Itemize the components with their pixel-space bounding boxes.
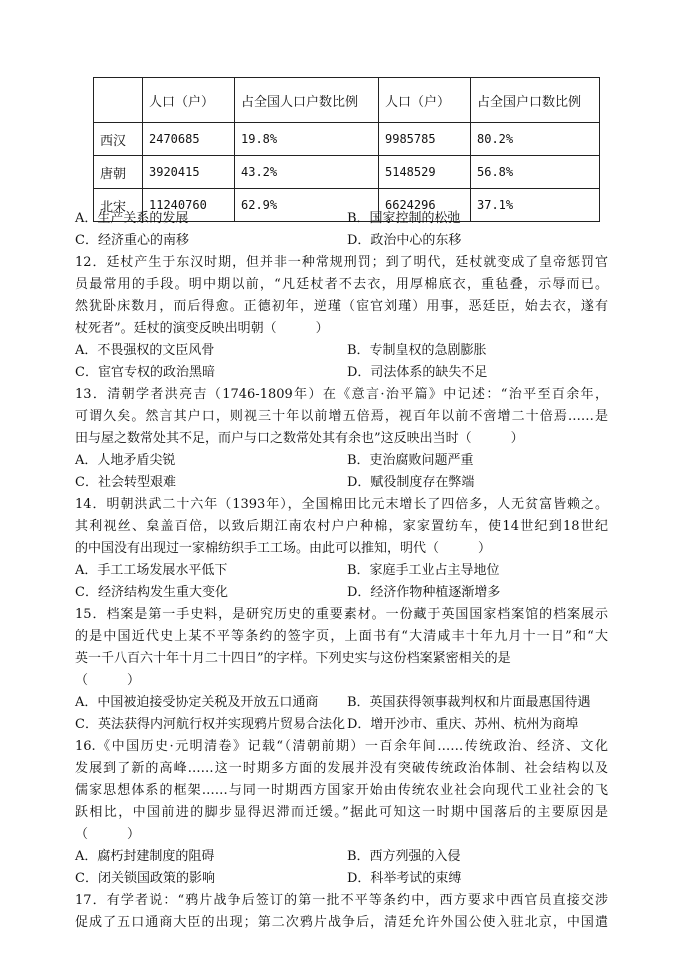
q14-option-c: C．经济结构发生重大变化 xyxy=(75,585,228,600)
table-header-row xyxy=(94,78,600,123)
table-header-cell: 占全国户口数比例 xyxy=(471,78,600,123)
q12-option-d: D．司法体系的缺失不足 xyxy=(347,365,488,380)
q14-option-d: D．经济作物种植逐渐增多 xyxy=(347,585,501,600)
q14-stem-line: 的中国没有出现过一家棉纺织手工工场。由此可以推知，明代（ ） xyxy=(75,541,492,556)
q12-stem-line: 然犹卧床数月，而后得愈。正德初年，逆瑾（宦官刘瑾）用事，恶廷臣，始去衣，遂有 xyxy=(75,299,608,314)
q16-stem-line: 发展到了新的高峰……这一时期多方面的发展并没有突破传统政治体制、社会结构以及 xyxy=(75,761,608,776)
q16-option-d: D．科举考试的束缚 xyxy=(347,871,462,886)
q14-stem-line: 其利视丝、枲盖百倍，以致后期江南农村户户种棉，家家置纺车，使14世纪到18世纪 xyxy=(75,519,608,534)
table-cell: 5148529 xyxy=(379,156,471,189)
q16-stem-line: 跃相比，中国前进的脚步显得迟滞而迁缓。”据此可知这一时期中国落后的主要原因是 xyxy=(75,805,608,820)
table-cell: 北宋 xyxy=(94,189,143,222)
q11-option-a: A．生产关系的发展 xyxy=(75,211,189,226)
q11-option-c: C．经济重心的南移 xyxy=(75,233,189,248)
table-cell: 80.2% xyxy=(471,123,600,156)
table-cell: 唐朝 xyxy=(94,156,143,189)
q15-option-a: A．中国被迫接受协定关税及开放五口通商 xyxy=(75,695,319,710)
q16-option-c: C．闭关锁国政策的影响 xyxy=(75,871,215,886)
population-table xyxy=(93,77,600,222)
table-cell: 56.8% xyxy=(471,156,600,189)
q13-stem-line: 田与屋之数常处其不足，而户与口之数常处其有余也”这反映出当时（ ） xyxy=(75,431,524,446)
table-cell: 3920415 xyxy=(143,156,235,189)
q12-option-a: A．不畏强权的文臣风骨 xyxy=(75,343,215,358)
q14-stem-line: 14．明朝洪武二十六年（1393年），全国棉田比元末增长了四倍多，人无贫富皆赖之。 xyxy=(75,497,608,512)
q15-option-c: C．英法获得内河航行权并实现鸦片贸易合法化 xyxy=(75,717,345,732)
table-cell: 西汉 xyxy=(94,123,143,156)
q12-stem-line: 12．廷杖产生于东汉时期，但并非一种常规刑罚；到了明代，廷杖就变成了皇帝惩罚官 xyxy=(75,255,608,270)
q11-option-b: B．国家控制的松弛 xyxy=(347,211,461,226)
q17-stem-line: 促成了五口通商大臣的出现；第二次鸦片战争后，清廷允许外国公使入驻北京，中国遣 xyxy=(75,915,608,930)
q16-stem-line: 16.《中国历史·元明清卷》记载“（清朝前期）一百余年间……传统政治、经济、文化 xyxy=(75,739,608,754)
table-cell: 37.1% xyxy=(471,189,600,222)
table-cell: 9985785 xyxy=(379,123,471,156)
q15-stem-line: 15．档案是第一手史料，是研究历史的重要素材。一份藏于英国国家档案馆的档案展示 xyxy=(75,607,608,622)
q17-stem-line: 17．有学者说：“鸦片战争后签订的第一批不平等条约中，西方要求中西官员直接交涉 xyxy=(75,893,608,908)
table-header-cell: 人口（户） xyxy=(379,78,471,123)
table-cell: 62.9% xyxy=(235,189,379,222)
q14-option-a: A．手工工场发展水平低下 xyxy=(75,563,228,578)
table-cell: 43.2% xyxy=(235,156,379,189)
q12-option-b: B．专制皇权的急剧膨胀 xyxy=(347,343,487,358)
q15-option-b: B．英国获得领事裁判权和片面最惠国待遇 xyxy=(347,695,591,710)
q12-stem-line: 杖死者”。廷杖的演变反映出明朝（ ） xyxy=(75,321,329,336)
q15-answer-blank: （ ） xyxy=(75,673,141,688)
table-row xyxy=(94,156,600,189)
q12-stem-line: 员最常用的手段。明中期以前，“凡廷杖者不去衣，用厚棉底衣，重毡叠，示辱而已。 xyxy=(75,277,608,292)
q13-option-d: D．赋役制度存在弊端 xyxy=(347,475,475,490)
q15-option-d: D．增开沙市、重庆、苏州、杭州为商埠 xyxy=(347,717,579,732)
table-row xyxy=(94,123,600,156)
table-cell: 11240760 xyxy=(143,189,235,222)
q13-option-b: B．吏治腐败问题严重 xyxy=(347,453,474,468)
q13-stem-line: 13．清朝学者洪亮吉（1746-1809年）在《意言·治平篇》中记述：“治平至百余年， xyxy=(75,387,608,402)
q13-option-c: C．社会转型艰难 xyxy=(75,475,176,490)
table-header-cell: 占全国人口户数比例 xyxy=(235,78,379,123)
q16-stem-line: 儒家思想体系的框架……与同一时期西方国家开始由传统农业社会向现代工业社会的飞 xyxy=(75,783,608,798)
q15-stem-line: 的是中国近代史上某不平等条约的签字页，上面书有“大清咸丰十年九月十一日”和“大 xyxy=(75,629,608,644)
q12-option-c: C．宦官专权的政治黑暗 xyxy=(75,365,215,380)
q16-answer-blank: （ ） xyxy=(75,827,141,842)
q16-option-b: B．西方列强的入侵 xyxy=(347,849,461,864)
q13-stem-line: 可谓久矣。然言其户口，则视三十年以前增五倍焉，视百年以前不啻增二十倍焉……是 xyxy=(75,409,608,424)
q14-option-b: B．家庭手工业占主导地位 xyxy=(347,563,500,578)
q11-option-d: D．政治中心的东移 xyxy=(347,233,462,248)
table-cell: 2470685 xyxy=(143,123,235,156)
q13-option-a: A．人地矛盾尖锐 xyxy=(75,453,176,468)
table-cell: 19.8% xyxy=(235,123,379,156)
table-header-cell: 人口（户） xyxy=(143,78,235,123)
q15-stem-line: 英一千八百六十年十月二十四日”的字样。下列史实与这份档案紧密相关的是 xyxy=(75,651,511,666)
q16-option-a: A．腐朽封建制度的阻碍 xyxy=(75,849,215,864)
table-cell: 6624296 xyxy=(379,189,471,222)
table-header-cell xyxy=(94,78,143,123)
